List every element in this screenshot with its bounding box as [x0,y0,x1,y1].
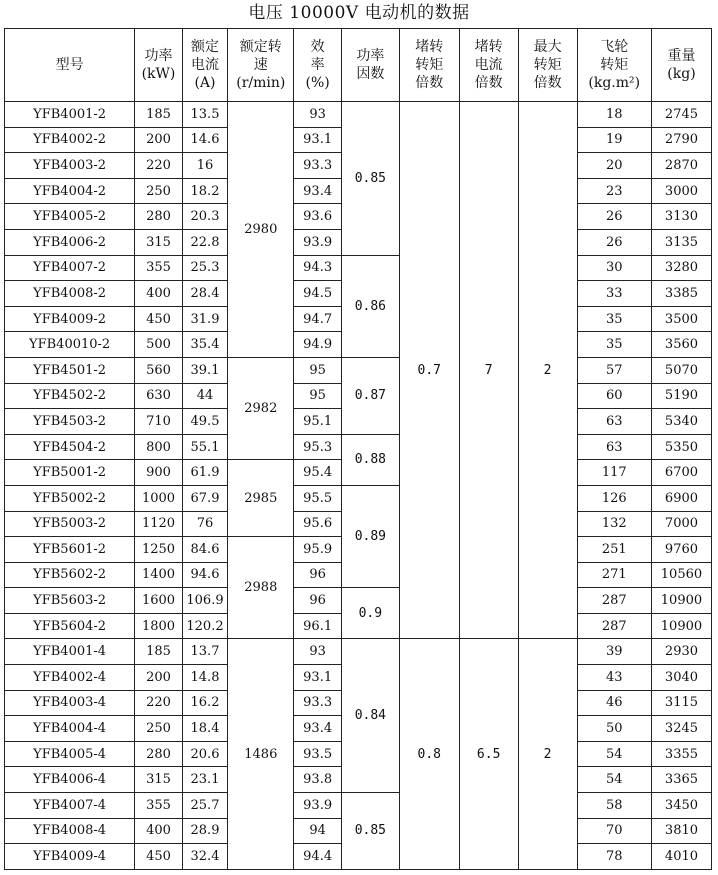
cell-efficiency: 93.1 [294,665,342,691]
cell-efficiency: 93.8 [294,767,342,793]
cell-model: YFB4002-4 [5,665,135,691]
table-row [5,434,712,460]
cell-power-factor: 0.85 [341,102,399,256]
cell-efficiency: 95.1 [294,409,342,435]
cell-current: 49.5 [182,409,227,435]
header-line: 型号 [55,57,84,73]
cell-efficiency: 94.7 [294,306,342,332]
cell-flywheel: 30 [577,255,651,281]
cell-weight: 2870 [651,153,711,179]
header-model [5,29,135,102]
cell-power: 1000 [135,485,183,511]
cell-power: 355 [135,255,183,281]
cell-model: YFB4008-2 [5,281,135,307]
header-line: 堵转 [415,39,444,55]
header-line: 倍数 [533,75,562,91]
page-title: 电压 10000V 电动机的数据 [248,3,470,23]
cell-power: 1250 [135,537,183,563]
cell-power: 200 [135,665,183,691]
cell-weight: 3365 [651,767,711,793]
cell-flywheel: 19 [577,127,651,153]
cell-efficiency: 94.5 [294,281,342,307]
cell-power: 280 [135,204,183,230]
cell-efficiency: 95.3 [294,434,342,460]
header-line: 最大 [533,39,562,55]
table-row [5,357,712,383]
cell-flywheel: 23 [577,178,651,204]
header-line: 堵转 [474,39,503,55]
header-power [135,29,183,102]
cell-flywheel: 26 [577,204,651,230]
cell-power-factor: 0.89 [341,485,399,587]
cell-efficiency: 93.9 [294,229,342,255]
cell-efficiency: 93 [294,102,342,128]
cell-speed: 2985 [228,460,294,537]
cell-current: 14.6 [182,127,227,153]
cell-model: YFB5002-2 [5,485,135,511]
cell-weight: 4010 [651,844,711,870]
cell-power: 1120 [135,511,183,537]
cell-power: 450 [135,306,183,332]
cell-model: YFB4009-4 [5,844,135,870]
cell-efficiency: 96.1 [294,613,342,639]
header-line: (%) [305,75,330,91]
cell-flywheel: 57 [577,357,651,383]
table-row [5,639,712,665]
cell-current: 14.8 [182,665,227,691]
cell-current: 22.8 [182,229,227,255]
cell-current: 32.4 [182,844,227,870]
cell-flywheel: 43 [577,665,651,691]
cell-flywheel: 54 [577,741,651,767]
cell-model: YFB4003-2 [5,153,135,179]
cell-weight: 3115 [651,690,711,716]
cell-current: 25.3 [182,255,227,281]
header-line: 转矩 [415,57,444,73]
cell-efficiency: 95 [294,357,342,383]
cell-current: 67.9 [182,485,227,511]
cell-power: 1600 [135,588,183,614]
cell-model: YFB4005-2 [5,204,135,230]
cell-model: YFB4006-4 [5,767,135,793]
cell-current: 20.3 [182,204,227,230]
cell-model: YFB4503-2 [5,409,135,435]
header-line: 电流 [191,57,219,73]
cell-weight: 3385 [651,281,711,307]
cell-efficiency: 93 [294,639,342,665]
cell-current: 55.1 [182,434,227,460]
cell-weight: 2790 [651,127,711,153]
cell-current: 39.1 [182,357,227,383]
cell-flywheel: 271 [577,562,651,588]
cell-power: 250 [135,716,183,742]
cell-model: YFB40010-2 [5,332,135,358]
cell-model: YFB4005-4 [5,741,135,767]
header-current [182,29,227,102]
cell-power-factor: 0.86 [341,255,399,357]
cell-flywheel: 60 [577,383,651,409]
header-line: 重量 [667,48,696,64]
cell-flywheel: 26 [577,229,651,255]
header-efficiency [294,29,342,102]
cell-current: 13.5 [182,102,227,128]
cell-weight: 2745 [651,102,711,128]
cell-weight: 3500 [651,306,711,332]
header-line: 因数 [356,66,385,82]
cell-model: YFB4006-2 [5,229,135,255]
cell-flywheel: 287 [577,588,651,614]
cell-flywheel: 39 [577,639,651,665]
cell-weight: 7000 [651,511,711,537]
cell-current: 31.9 [182,306,227,332]
header-line: 速 [253,57,268,73]
cell-weight: 6700 [651,460,711,486]
cell-power: 315 [135,767,183,793]
cell-model: YFB4004-2 [5,178,135,204]
cell-efficiency: 93.6 [294,204,342,230]
cell-flywheel: 18 [577,102,651,128]
cell-efficiency: 93.5 [294,741,342,767]
cell-model: YFB4003-4 [5,690,135,716]
cell-speed: 2980 [228,102,294,358]
cell-weight: 5340 [651,409,711,435]
cell-model: YFB4004-4 [5,716,135,742]
cell-weight: 6900 [651,485,711,511]
header-row [5,29,712,102]
cell-current: 18.2 [182,178,227,204]
cell-efficiency: 95.9 [294,537,342,563]
cell-power: 630 [135,383,183,409]
cell-current: 44 [182,383,227,409]
header-flywheel [577,29,651,102]
cell-locked-current: 7 [459,102,518,639]
cell-power: 450 [135,844,183,870]
cell-efficiency: 94.4 [294,844,342,870]
cell-power: 280 [135,741,183,767]
cell-model: YFB4504-2 [5,434,135,460]
cell-power-factor: 0.85 [341,793,399,870]
cell-speed: 2988 [228,537,294,639]
cell-max-torque: 2 [518,639,577,869]
cell-weight: 3040 [651,665,711,691]
cell-power: 400 [135,281,183,307]
cell-efficiency: 93.4 [294,716,342,742]
header-power-factor [341,29,399,102]
cell-weight: 3355 [651,741,711,767]
header-locked-torque [399,29,459,102]
cell-power: 710 [135,409,183,435]
cell-power: 400 [135,818,183,844]
header-locked-current [459,29,518,102]
cell-locked-torque: 0.7 [399,102,459,639]
cell-current: 28.9 [182,818,227,844]
cell-current: 120.2 [182,613,227,639]
header-line: 飞轮 [600,39,629,55]
cell-model: YFB5601-2 [5,537,135,563]
cell-efficiency: 93.9 [294,793,342,819]
header-weight [651,29,711,102]
cell-flywheel: 63 [577,409,651,435]
header-line: 功率 [144,48,173,64]
cell-current: 35.4 [182,332,227,358]
header-line: 效 [310,39,325,55]
cell-model: YFB4007-4 [5,793,135,819]
cell-current: 94.6 [182,562,227,588]
header-line: 功率 [356,48,385,64]
table-row [5,255,712,281]
cell-efficiency: 93.3 [294,690,342,716]
cell-efficiency: 96 [294,562,342,588]
cell-power: 250 [135,178,183,204]
cell-weight: 3130 [651,204,711,230]
header-line: 率 [310,57,325,73]
table-row [5,793,712,819]
cell-current: 18.4 [182,716,227,742]
cell-current: 20.6 [182,741,227,767]
cell-efficiency: 93.4 [294,178,342,204]
cell-current: 25.7 [182,793,227,819]
cell-current: 84.6 [182,537,227,563]
cell-flywheel: 46 [577,690,651,716]
cell-flywheel: 63 [577,434,651,460]
cell-current: 28.4 [182,281,227,307]
cell-weight: 10560 [651,562,711,588]
cell-current: 16 [182,153,227,179]
cell-flywheel: 132 [577,511,651,537]
cell-weight: 3135 [651,229,711,255]
cell-efficiency: 95.5 [294,485,342,511]
header-line: (A) [194,75,216,91]
cell-flywheel: 251 [577,537,651,563]
table-row [5,102,712,128]
cell-flywheel: 54 [577,767,651,793]
header-max-torque [518,29,577,102]
cell-weight: 3000 [651,178,711,204]
cell-efficiency: 95.4 [294,460,342,486]
cell-model: YFB4008-4 [5,818,135,844]
header-line: 倍数 [474,75,503,91]
table-row [5,485,712,511]
cell-power: 800 [135,434,183,460]
cell-weight: 5070 [651,357,711,383]
cell-model: YFB4501-2 [5,357,135,383]
cell-model: YFB5602-2 [5,562,135,588]
cell-weight: 5350 [651,434,711,460]
cell-speed: 2982 [228,357,294,459]
header-line: (kW) [141,66,176,82]
cell-flywheel: 35 [577,332,651,358]
cell-current: 61.9 [182,460,227,486]
cell-model: YFB5604-2 [5,613,135,639]
cell-flywheel: 70 [577,818,651,844]
cell-current: 76 [182,511,227,537]
cell-power: 500 [135,332,183,358]
cell-flywheel: 20 [577,153,651,179]
cell-flywheel: 117 [577,460,651,486]
cell-power-factor: 0.84 [341,639,399,793]
header-line: 倍数 [415,75,444,91]
cell-model: YFB4009-2 [5,306,135,332]
cell-model: YFB4001-2 [5,102,135,128]
cell-efficiency: 94 [294,818,342,844]
cell-flywheel: 33 [577,281,651,307]
cell-model: YFB4502-2 [5,383,135,409]
cell-current: 106.9 [182,588,227,614]
cell-model: YFB4007-2 [5,255,135,281]
header-line: 电流 [474,57,503,73]
header-line: (kg) [667,66,696,82]
cell-efficiency: 94.9 [294,332,342,358]
cell-current: 13.7 [182,639,227,665]
cell-power: 200 [135,127,183,153]
cell-flywheel: 287 [577,613,651,639]
motor-data-table [4,28,712,870]
cell-flywheel: 50 [577,716,651,742]
cell-power: 220 [135,690,183,716]
cell-weight: 5190 [651,383,711,409]
cell-weight: 9760 [651,537,711,563]
cell-speed: 1486 [228,639,294,869]
cell-weight: 3450 [651,793,711,819]
cell-weight: 3280 [651,255,711,281]
cell-power-factor: 0.88 [341,434,399,485]
cell-power-factor: 0.87 [341,357,399,434]
cell-power-factor: 0.9 [341,588,399,639]
cell-model: YFB4002-2 [5,127,135,153]
cell-flywheel: 78 [577,844,651,870]
header-line: 转矩 [533,57,562,73]
cell-power: 1400 [135,562,183,588]
cell-model: YFB5001-2 [5,460,135,486]
cell-weight: 3810 [651,818,711,844]
table-row [5,588,712,614]
cell-weight: 2930 [651,639,711,665]
cell-locked-torque: 0.8 [399,639,459,869]
header-line: 额定 [191,39,219,55]
cell-model: YFB5003-2 [5,511,135,537]
cell-flywheel: 58 [577,793,651,819]
cell-locked-current: 6.5 [459,639,518,869]
header-line: 转矩 [600,57,629,73]
cell-efficiency: 93.1 [294,127,342,153]
cell-power: 900 [135,460,183,486]
cell-weight: 10900 [651,588,711,614]
cell-power: 185 [135,639,183,665]
cell-current: 23.1 [182,767,227,793]
cell-weight: 3245 [651,716,711,742]
cell-power: 355 [135,793,183,819]
cell-efficiency: 93.3 [294,153,342,179]
cell-flywheel: 35 [577,306,651,332]
cell-power: 220 [135,153,183,179]
cell-model: YFB4001-4 [5,639,135,665]
cell-current: 16.2 [182,690,227,716]
cell-efficiency: 95.6 [294,511,342,537]
cell-power: 315 [135,229,183,255]
header-speed [228,29,294,102]
cell-power: 560 [135,357,183,383]
cell-weight: 10900 [651,613,711,639]
cell-max-torque: 2 [518,102,577,639]
cell-efficiency: 95 [294,383,342,409]
cell-power: 185 [135,102,183,128]
cell-model: YFB5603-2 [5,588,135,614]
cell-flywheel: 126 [577,485,651,511]
table-body [5,102,712,870]
header-line: (r/min) [236,75,286,91]
header-line: 额定转 [239,39,282,55]
cell-weight: 3560 [651,332,711,358]
header-line: (kg.m²) [588,75,641,91]
cell-efficiency: 94.3 [294,255,342,281]
cell-efficiency: 96 [294,588,342,614]
cell-power: 1800 [135,613,183,639]
